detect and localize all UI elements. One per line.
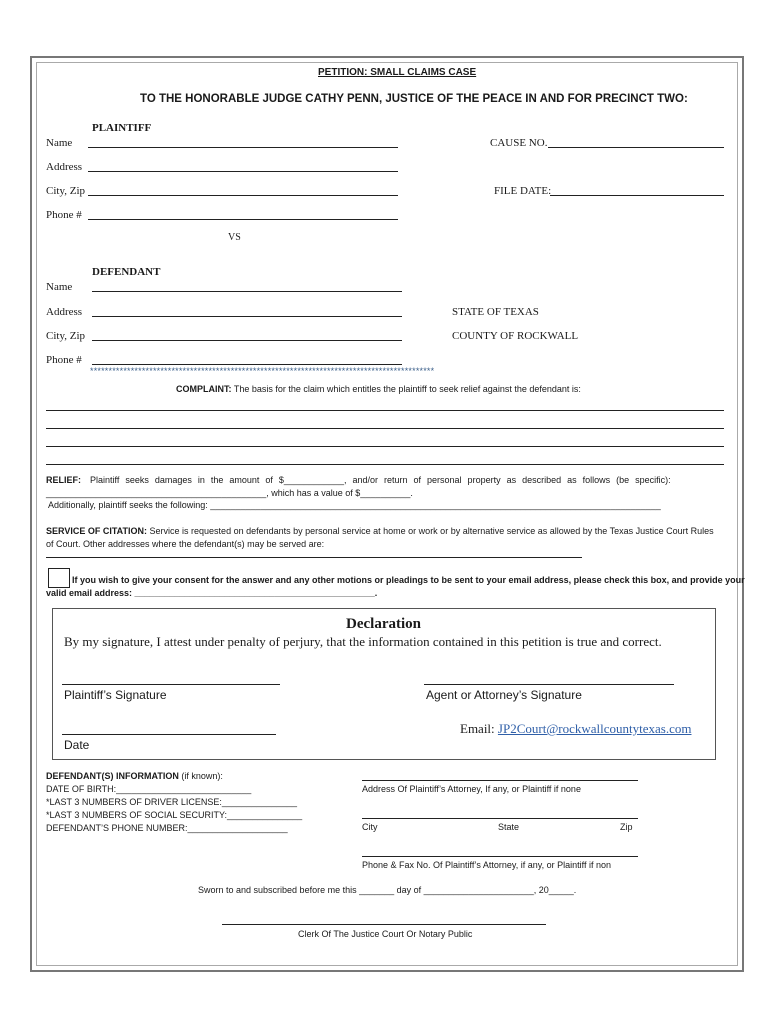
plaintiff-address-field[interactable] bbox=[88, 171, 398, 172]
complaint-line-4[interactable] bbox=[46, 464, 724, 465]
complaint-line-3[interactable] bbox=[46, 446, 724, 447]
court-email-link[interactable]: JP2Court@rockwallcountytexas.com bbox=[497, 721, 692, 736]
defendant-phone-field[interactable] bbox=[92, 364, 402, 365]
agent-signature-label: Agent or Attorney’s Signature bbox=[426, 688, 582, 702]
declaration-text: By my signature, I attest under penalty of perjury, that the information contained in this petition is true and correct. bbox=[64, 634, 662, 649]
service-label: SERVICE OF CITATION: bbox=[46, 526, 148, 536]
attorney-city-state-zip-field[interactable] bbox=[362, 818, 638, 819]
defendant-name-label: Name bbox=[46, 281, 73, 293]
defendant-city-zip-field[interactable] bbox=[92, 340, 402, 341]
service-line-1 bbox=[46, 526, 714, 536]
court-heading: TO THE HONORABLE JUDGE CATHY PENN, JUSTICE OF THE PEACE IN AND FOR PRECINCT TWO: bbox=[140, 93, 688, 105]
complaint-line-2[interactable] bbox=[46, 428, 724, 429]
email-consent-line-2: valid email address: ________________________________________________. bbox=[46, 588, 378, 598]
plaintiff-name-label: Name bbox=[46, 137, 73, 149]
complaint-line-1[interactable] bbox=[46, 410, 724, 411]
defendant-info-heading bbox=[46, 771, 223, 781]
form-title: PETITION: SMALL CLAIMS CASE bbox=[318, 67, 477, 78]
declaration-email bbox=[460, 721, 692, 737]
cause-no-label: CAUSE NO. bbox=[490, 137, 548, 149]
attorney-zip-label: Zip bbox=[620, 822, 633, 832]
attorney-state-label: State bbox=[498, 822, 520, 832]
plaintiff-phone-label: Phone # bbox=[46, 209, 82, 221]
agent-signature-field[interactable] bbox=[424, 684, 674, 685]
email-label: Email: bbox=[460, 721, 495, 736]
email-consent-line-1: If you wish to give your consent for the answer and any other motions or pleadings to be sent to your email address, please check this box, and provide your bbox=[72, 575, 745, 585]
complaint-text bbox=[176, 384, 581, 394]
clerk-signature-field[interactable] bbox=[222, 924, 546, 925]
defendant-ssn: *LAST 3 NUMBERS OF SOCIAL SECURITY:_______________ bbox=[46, 810, 303, 820]
service-address-field[interactable] bbox=[46, 557, 582, 558]
defendant-dob: DATE OF BIRTH:___________________________ bbox=[46, 784, 252, 794]
separator-stars: ********************************************************************************************* bbox=[90, 366, 435, 376]
attorney-address-label: Address Of Plaintiff’s Attorney, If any, or Plaintiff if none bbox=[362, 784, 581, 794]
relief-label: RELIEF: bbox=[46, 475, 81, 485]
date-field[interactable] bbox=[62, 734, 276, 735]
defendant-info-label: DEFENDANT(S) INFORMATION bbox=[46, 771, 179, 781]
plaintiff-phone-field[interactable] bbox=[88, 219, 398, 220]
file-date-field[interactable] bbox=[550, 195, 724, 196]
county-label: COUNTY OF ROCKWALL bbox=[452, 330, 579, 342]
plaintiff-section-label: PLAINTIFF bbox=[92, 122, 152, 134]
defendant-section-label: DEFENDANT bbox=[92, 266, 161, 278]
complaint-description: The basis for the claim which entitles the plaintiff to seek relief against the defendant is: bbox=[233, 384, 581, 394]
service-line-2: of Court. Other addresses where the defendant(s) may be served are: bbox=[46, 539, 325, 549]
file-date-label: FILE DATE: bbox=[494, 185, 552, 197]
defendant-name-field[interactable] bbox=[92, 291, 402, 292]
plaintiff-signature-label: Plaintiff’s Signature bbox=[64, 688, 167, 702]
defendant-info-suffix: (if known): bbox=[181, 771, 223, 781]
defendant-phone-label: Phone # bbox=[46, 354, 82, 366]
relief-line-2: ____________________________________________, which has a value of $__________. bbox=[46, 488, 413, 498]
attorney-address-field[interactable] bbox=[362, 780, 638, 781]
versus-label: VS bbox=[228, 232, 241, 243]
plaintiff-name-field[interactable] bbox=[88, 147, 398, 148]
state-label: STATE OF TEXAS bbox=[452, 306, 539, 318]
defendant-address-field[interactable] bbox=[92, 316, 402, 317]
sworn-statement: Sworn to and subscribed before me this _______ day of ______________________, 20_____. bbox=[198, 885, 577, 895]
defendant-city-zip-label: City, Zip bbox=[46, 330, 86, 342]
plaintiff-signature-field[interactable] bbox=[62, 684, 280, 685]
defendant-phone-number: DEFENDANT’S PHONE NUMBER:____________________ bbox=[46, 823, 288, 833]
attorney-phone-fax-label: Phone & Fax No. Of Plaintiff’s Attorney, if any, or Plaintiff if non bbox=[362, 860, 611, 870]
complaint-label: COMPLAINT: bbox=[176, 384, 232, 394]
relief-line-1: Plaintiff seeks damages in the amount of $____________, and/or return of personal property as described as follows (be specific): bbox=[90, 475, 671, 485]
relief-line-3: Additionally, plaintiff seeks the following: __________________________________________________________________________________________ bbox=[48, 500, 661, 510]
attorney-city-label: City bbox=[362, 822, 378, 832]
declaration-title: Declaration bbox=[346, 616, 421, 632]
cause-no-field[interactable] bbox=[548, 147, 724, 148]
plaintiff-city-zip-field[interactable] bbox=[88, 195, 398, 196]
attorney-phone-fax-field[interactable] bbox=[362, 856, 638, 857]
date-label: Date bbox=[64, 738, 90, 752]
defendant-address-label: Address bbox=[46, 306, 83, 318]
plaintiff-city-zip-label: City, Zip bbox=[46, 185, 86, 197]
plaintiff-address-label: Address bbox=[46, 161, 83, 173]
clerk-label: Clerk Of The Justice Court Or Notary Public bbox=[298, 929, 473, 939]
email-consent-checkbox[interactable] bbox=[48, 568, 70, 588]
defendant-driver-license: *LAST 3 NUMBERS OF DRIVER LICENSE:_______________ bbox=[46, 797, 297, 807]
service-text-1: Service is requested on defendants by personal service at home or work or by alternative service as allowed by the Texas Justice Court Rules bbox=[149, 526, 714, 536]
